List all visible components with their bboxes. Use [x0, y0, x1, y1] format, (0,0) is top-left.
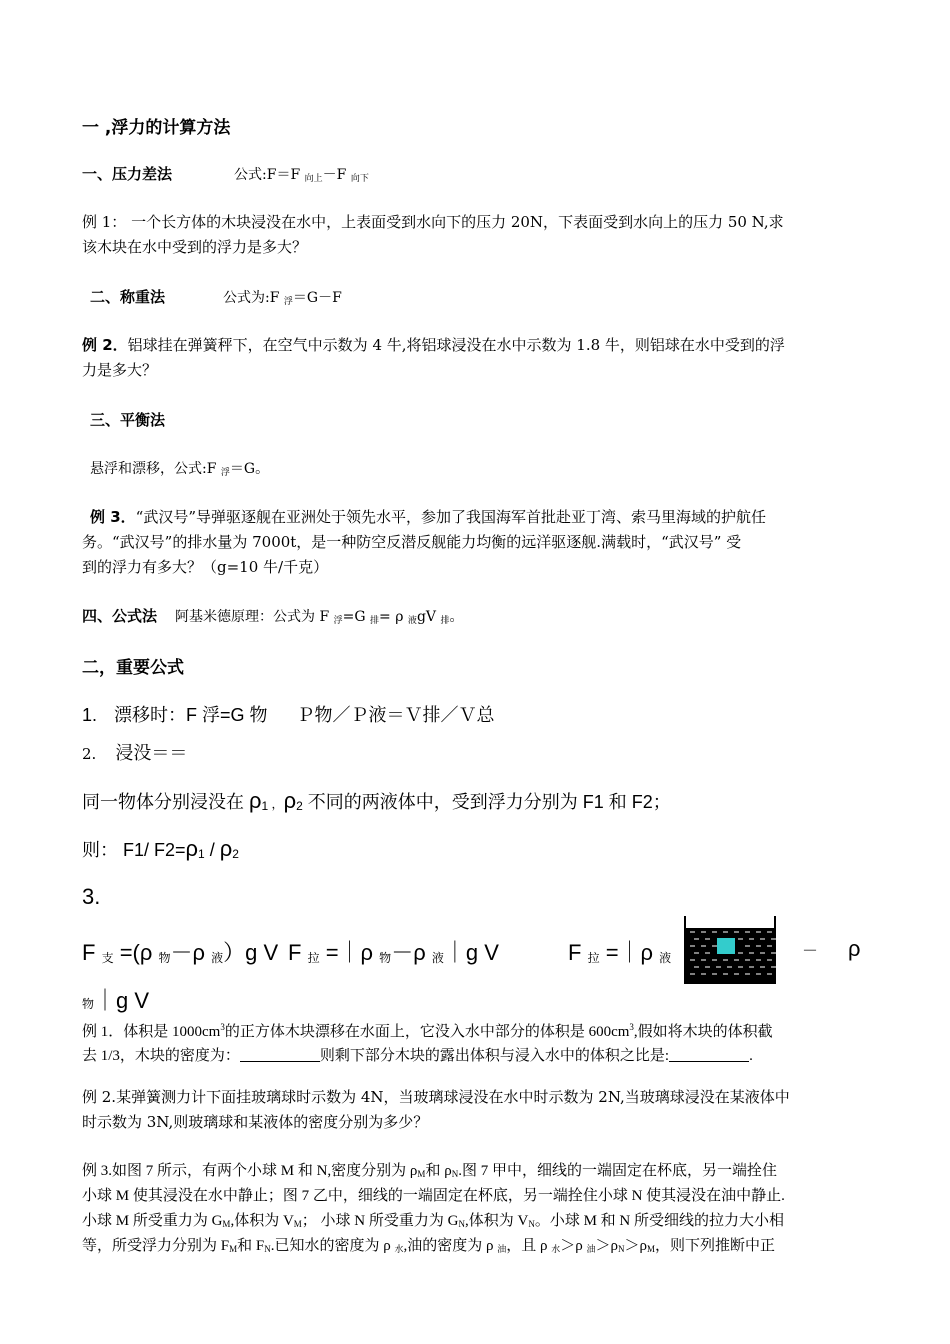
exercise-1-line-2: 去 1/3，木块的密度为： 则剩下部分木块的露出体积与浸入水中的体积之比是: . — [82, 1048, 753, 1064]
example-2-label: 例 2． — [82, 336, 128, 354]
method-2-heading: 二、称重法 — [90, 288, 166, 306]
example-3-line-1: 例 3．“武汉号”导弹驱逐舰在亚洲处于领先水平，参加了我国海军首批赴亚丁湾、索马里海域的护航任 — [90, 508, 767, 526]
method-1-heading: 一、压力差法 — [82, 165, 173, 183]
example-2-line-2: 力是多大？ — [82, 361, 158, 379]
formula-2-description: 同一物体分别浸没在 ρ1 ，ρ2 不同的两液体中，受到浮力分别为 F1 和 F2； — [82, 788, 671, 813]
exercise-2-line-2: 时示数为 3N,则玻璃球和某液体的密度分别为多少？ — [82, 1113, 429, 1131]
method-1-row — [82, 163, 369, 184]
method-2-formula: 公式为:F $_浮$＝G－F — [223, 290, 342, 307]
formula-3-pull-alt-end: 物｜g V — [82, 988, 150, 1013]
method-1-formula: 公式:F＝F $_{向上}$－F $_{向下}$ — [234, 167, 369, 184]
method-4-row — [82, 605, 463, 626]
answer-blank-2[interactable] — [669, 1047, 749, 1062]
formula-3-pull-alt-tail: － ρ — [802, 936, 861, 961]
exercise-3-line-3: 小球 M 所受重力为 $G_M$,体积为 $V_M$； 小球 N 所受重力为 $G_N$,体积为 $V_N$。小球 M 和 N 所受细线的拉力大小相 — [82, 1213, 784, 1229]
formula-2-text: 浸没＝＝ — [115, 743, 188, 763]
method-4-heading: 四、公式法 — [82, 607, 158, 625]
method-2-row — [90, 286, 342, 307]
formula-3-pull: F 拉 =｜ρ 物－ρ 液｜g V — [288, 940, 499, 965]
formula-3-pull-alt: F 拉 =｜ρ 液 — [568, 940, 672, 965]
method-4-formula: 阿基米德原理：公式为 F $_浮$=G $_排$= ρ $_液$gV $_排$。 — [175, 609, 464, 626]
formula-3-support: F 支 =(ρ 物－ρ 液）g V — [82, 940, 279, 965]
floating-block — [717, 938, 735, 954]
exercise-3-line-2: 小球 M 使其浸没在水中静止；图 7 乙中，细线的一端固定在杯底，另一端拴住小球 N 使其浸没在油中静止. — [82, 1188, 785, 1204]
answer-blank-1[interactable] — [240, 1047, 320, 1062]
example-1-line-1: 例 1： 一个长方体的木块浸没在水中，上表面受到水向下的压力 20N，下表面受到水向上的压力 50 N,求 — [82, 213, 784, 231]
example-3-line-3: 到的浮力有多大？（g=10 牛/千克） — [82, 558, 329, 576]
formula-1-text-b: Ｐ物／Ｐ液＝Ｖ排／Ｖ总 — [296, 705, 495, 725]
exercise-2-line-1: 例 2.某弹簧测力计下面挂玻璃球时示数为 4N，当玻璃球浸没在水中时示数为 2N,当玻璃球浸没在某液体中 — [82, 1088, 790, 1106]
formula-1-text-a: 漂移时：F 浮=G 物 — [114, 705, 268, 725]
method-3-formula: 悬浮和漂移，公式:F $_浮$＝G。 — [90, 461, 270, 478]
example-1-line-2: 该木块在水中受到的浮力是多大？ — [82, 238, 308, 256]
example-2-line-1: 例 2．铝球挂在弹簧秤下，在空气中示数为 4 牛,将铝球浸没在水中示数为 1.8 牛，则铝球在水中受到的浮 — [82, 336, 785, 354]
formula-2-number: 2. — [82, 745, 97, 763]
formula-3-number: 3. — [82, 884, 101, 909]
example-3-label: 例 3． — [90, 508, 136, 526]
example-3-line-2: 务。“武汉号”的排水量为 7000t，是一种防空反潜反舰能力均衡的远洋驱逐舰.满载时，“武汉号” 受 — [82, 533, 742, 551]
formula-2-then: 则： F1/ F2=ρ1 / ρ2 — [82, 836, 239, 861]
exercise-1-line-1: 例 1．体积是 $1000cm^3$的正方体木块漂移在水面上，它没入水中部分的体积是 $600cm^3$,假如将木块的体积截 — [82, 1022, 773, 1040]
exercise-3-line-1: 例 3.如图 7 所示，有两个小球 M 和 N,密度分别为 $\rho_M$和 $\rho_N$.图 7 甲中，细线的一端固定在杯底，另一端拴住 — [82, 1163, 777, 1179]
exercise-3-line-4: 等，所受浮力分别为 $F_M$和 $F_N$.已知水的密度为 ρ $_水$,油的密度为 ρ $_油$，且 ρ $_水$＞ρ $_油>\rho_N>\rho_M$，则下列推断中正 — [82, 1238, 776, 1254]
formula-1-number: 1. — [82, 705, 98, 725]
section-2-title: 二，重要公式 — [82, 658, 184, 678]
method-3-heading: 三、平衡法 — [90, 411, 166, 429]
formula-1 — [82, 701, 495, 727]
beaker-figure — [684, 916, 776, 984]
section-1-title: 一 ,浮力的计算方法 — [82, 118, 231, 138]
formula-2 — [82, 739, 187, 765]
